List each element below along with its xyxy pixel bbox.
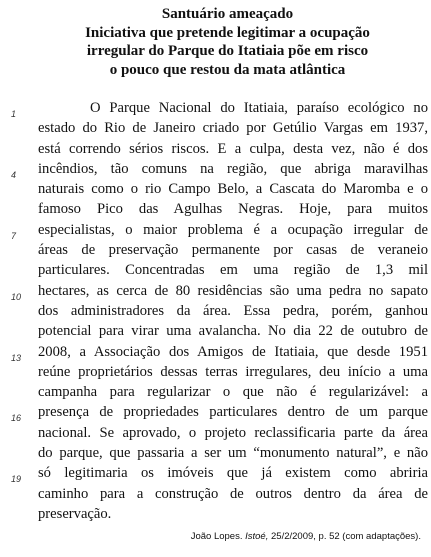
text-line [38,504,428,524]
line-text: potencial para virar uma avalancha. No dia 22 de outubro de [38,323,428,340]
text-line [11,463,428,485]
line-text: campanha para regularizar o que não é regularizável: a [38,384,428,401]
line-text: especialistas, o maior problema é a ocupação irregular de [38,221,428,238]
line-text: reúne proprietários dessas terras irregulares, deu início a uma [38,363,428,380]
line-text: áreas de preservação permanente por casas de veraneio [38,242,428,259]
source-details: 25/2/2009, p. 52 (com adaptações). [271,531,421,542]
line-text: estado do Rio de Janeiro criado por Getúlio Vargas em 1937, [38,120,428,137]
text-line [38,423,428,443]
text-line [38,260,428,280]
source-citation [191,531,421,542]
text-line [38,382,428,402]
text-line [38,199,428,219]
line-text: O Parque Nacional do Itatiaia, paraíso ecológico no [90,100,428,116]
line-number: 19 [11,474,22,485]
line-text: preservação. [38,505,112,522]
title-subtitle-line-3: o pouco que restou da mata atlântica [109,61,346,78]
line-text: particulares. Concentradas em uma região de 1,3 mil [38,262,428,279]
source-author: João Lopes. [190,531,243,542]
text-line [11,98,428,119]
line-text: do parque, que passaria a ser um “monumento natural”, e não [38,445,428,462]
line-text: caminho para a construção de outros dentro da área de [38,485,428,502]
article-body [11,98,428,524]
line-text: dos administradores da área. Essa pedra, porém, ganhou [38,302,428,319]
text-line [38,118,428,138]
line-text: famoso Pico das Agulhas Negras. Hoje, para muitos [38,201,428,218]
text-line [38,484,428,504]
line-text: 2008, a Associação dos Amigos de Itatiaia, que desde 1951 [38,343,428,360]
text-line [38,362,428,382]
article-title [40,5,415,79]
text-line [11,342,428,363]
line-text: naturais como o rio Campo Belo, a Cascata do Maromba e o [38,181,428,198]
title-subtitle-line-1: Iniciativa que pretende legitimar a ocupação [85,24,370,41]
text-line [38,301,428,321]
text-line [11,281,428,302]
title-subtitle-line-2: irregular do Parque do Itatiaia põe em risco [86,43,369,59]
text-line [38,321,428,341]
line-number: 7 [11,230,17,241]
line-number: 16 [11,413,22,424]
text-line [38,139,428,159]
text-line [38,179,428,199]
source-magazine: Istoé, [245,531,269,542]
line-text: só legitimaria os imóveis que já existem como abriria [38,465,428,482]
text-line [11,402,428,424]
line-text: hectares, as cerca de 80 residências são uma pedra no sapato [38,282,428,299]
line-text: presença de propriedades particulares dentro de um parque [38,404,428,421]
line-number: 13 [11,352,22,363]
line-text: está correndo sérios riscos. E a culpa, desta vez, não é dos [38,140,428,157]
line-text: incêndios, tão comuns na região, que abriga maravilhas [38,160,428,177]
text-line [38,240,428,260]
title-headline: Santuário ameaçado [161,6,294,22]
line-text: nacional. Se aprovado, o projeto reclassificaria parte da área [38,424,428,441]
line-number: 10 [11,291,22,302]
line-number: 1 [11,109,17,119]
text-line [11,220,428,241]
line-number: 4 [11,169,17,180]
text-line [11,159,428,180]
text-line [38,443,428,463]
